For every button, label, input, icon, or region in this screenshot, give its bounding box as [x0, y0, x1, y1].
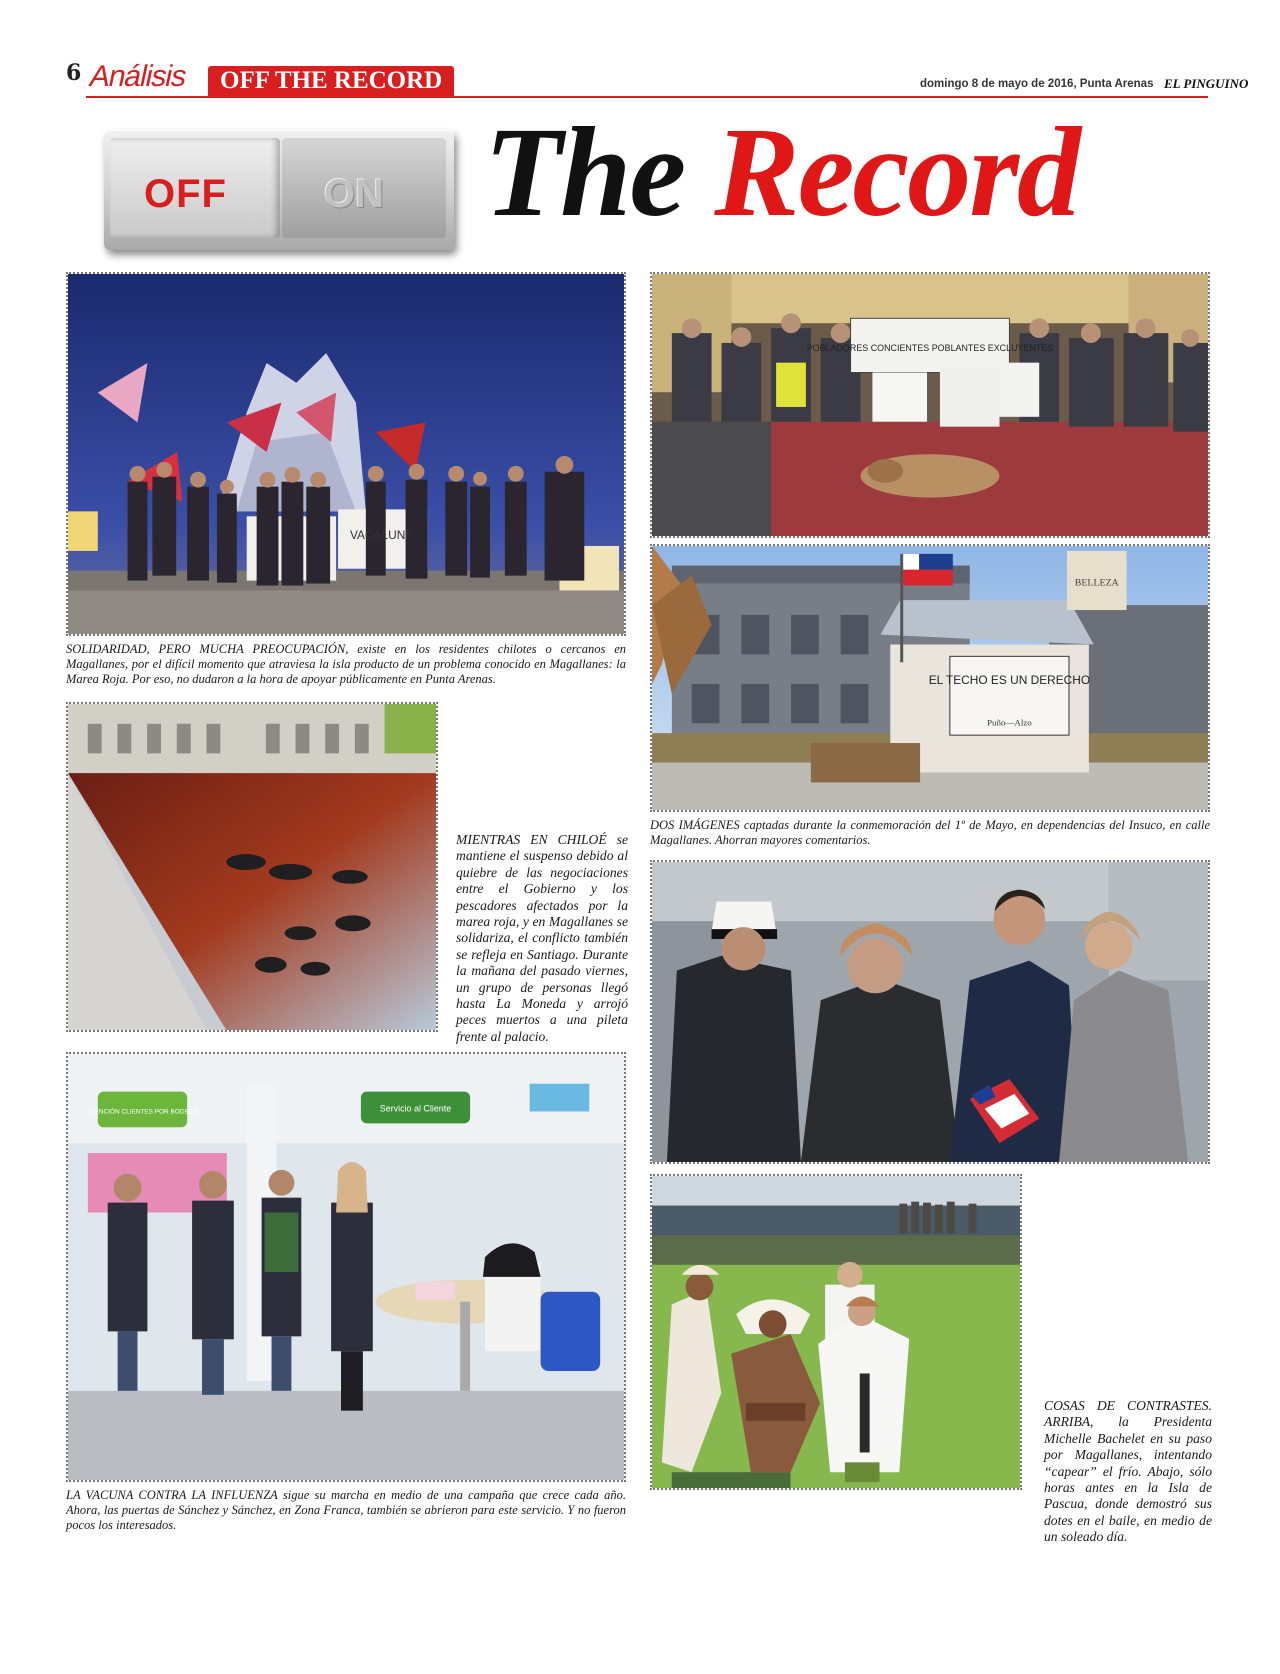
switch-on-panel — [282, 138, 446, 238]
switch-off-panel — [110, 138, 280, 238]
switch-off-label: OFF — [144, 172, 227, 216]
photo-isla-de-pascua — [650, 1174, 1022, 1490]
page-number: 6 — [66, 60, 82, 86]
assembly-banner-text: POBLADORES CONCIENTES POBLANTES EXCLUYENTES — [806, 342, 1054, 353]
dateline: domingo 8 de mayo de 2016, Punta Arenas — [920, 78, 1154, 90]
protest-sign-text: VACALUNE — [349, 528, 414, 543]
header-rule — [86, 96, 1208, 98]
newspaper-logo: EL PINGUINO — [1164, 76, 1249, 91]
store-sign-2: Servicio al Cliente — [379, 1103, 452, 1114]
off-on-switch-graphic — [104, 130, 454, 250]
photo-vacuna-influenza — [66, 1052, 626, 1482]
caption-insuco: DOS IMÁGENES captadas durante la conmemoración del 1º de Mayo, en dependencias del Insuco, en calle Magallanes. Ahorran mayores comentarios. — [650, 818, 1210, 847]
photo-bachelet-magallanes — [650, 860, 1210, 1164]
chiloe-side-text: MIENTRAS EN CHILOÉ se mantiene el suspenso debido al quiebre de las negociaciones entre el Gobierno y los pescadores afectados por la marea roja, y en Magallanes se solidariza, el conflicto también se refleja en Santiago. Durante la mañana del pasado viernes, un grupo de personas llegó hasta La Moneda y arrojó peces muertos a una pileta frente al palacio. — [456, 832, 628, 1044]
caption-vacuna: LA VACUNA CONTRA LA INFLUENZA sigue su marcha en medio de una campaña que crece cada año. Ahora, las puertas de Sánchez y Sánchez, en Zona Franca, también se abrieron para este servicio. Y no fueron pocos los interesados. — [66, 1488, 626, 1532]
photo-protest-punta-arenas — [66, 272, 626, 636]
section-name: Análisis — [86, 60, 189, 93]
photo-la-moneda-fountain — [66, 702, 438, 1032]
techo-sign-small-text: Puño—Alzo — [987, 717, 1032, 728]
techo-sign-text: EL TECHO ES UN DERECHO — [928, 672, 1091, 687]
page-headline — [484, 101, 1079, 243]
caption-protest: SOLIDARIDAD, PERO MUCHA PREOCUPACIÓN, existe en los residentes chilotes o cercanos en Magallanes, por el difícil momento que atraviesa la isla producto de un problema conocido en Magallanes: la Marea Roja. Por eso, no dudaron a la hora de apoyar públicamente en Punta Arenas. — [66, 642, 626, 686]
switch-on-label: ON — [324, 172, 384, 216]
belleza-sign-text: BELLEZA — [1074, 577, 1119, 589]
section-tag: OFF THE RECORD — [208, 66, 454, 96]
headline-word-record: Record — [714, 101, 1079, 243]
headline-word-the: The — [484, 101, 685, 243]
caption-contrastes: COSAS DE CONTRASTES. ARRIBA, la Presidenta Michelle Bachelet en su paso por Magallanes, intentando “capear” el frío. Abajo, sólo horas antes en la Isla de Pascua, donde demostró sus dotes en el baile, en medio de un soleado día. — [1044, 1398, 1212, 1545]
photo-insuco-assembly — [650, 272, 1210, 538]
store-sign-1: ATENCIÓN CLIENTES POR BODEGA — [86, 1108, 199, 1116]
photo-techo-derecho — [650, 544, 1210, 812]
